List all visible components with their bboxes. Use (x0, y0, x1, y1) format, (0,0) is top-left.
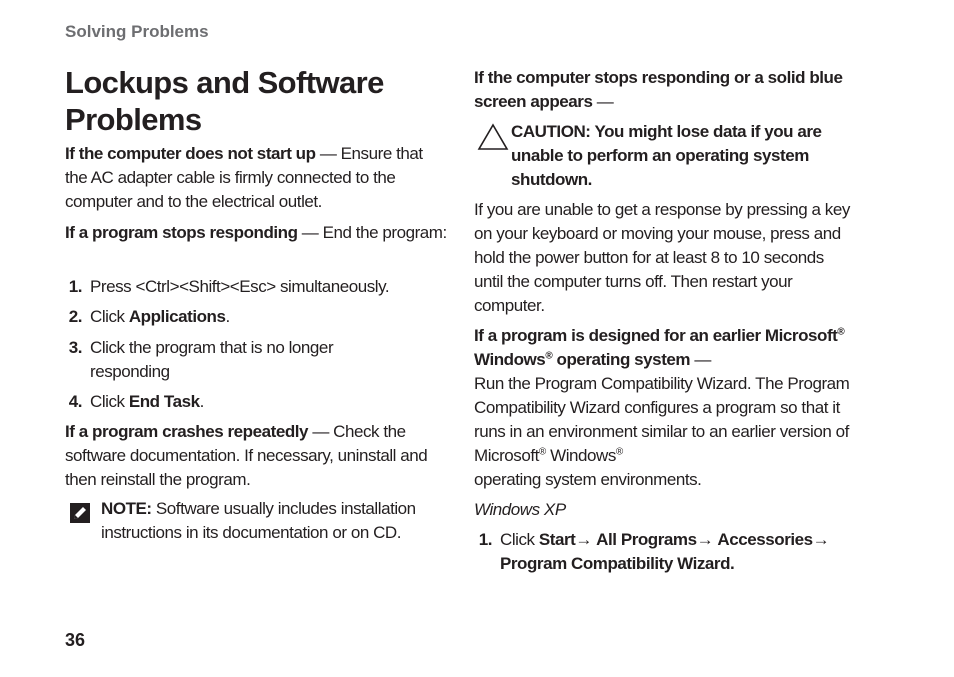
note-text (101, 497, 447, 545)
arrow: → (575, 530, 597, 549)
step-text-part: Press <Ctrl><Shift><Esc> simultaneously. (90, 277, 390, 296)
paragraph-earlier-windows (474, 324, 869, 492)
text-crashes: — Check the software documentation. If necessary, uninstall and then reinstall the program. (65, 422, 428, 489)
step-number: 1. (68, 277, 82, 296)
lead-dash: — (690, 350, 711, 369)
step-number: 4. (68, 392, 82, 411)
step-number: 1. (478, 530, 492, 549)
text-blue-screen: — (592, 92, 614, 111)
step-text (500, 528, 865, 576)
menu-all-programs: All Programs (596, 530, 697, 549)
step-text-bold: Applications (128, 307, 226, 326)
section-header: Solving Problems (65, 22, 209, 41)
os-label: Windows XP (474, 500, 566, 519)
menu-program-compatibility-wizard: Program Compatibility Wizard. (500, 554, 735, 573)
lead-part: operating system (552, 350, 691, 369)
note-body: Software usually includes installation instructions in its documentation or on CD. (101, 499, 416, 542)
step-text (90, 305, 447, 329)
body-part: operating system environments. (474, 470, 702, 489)
lead-part: If a program is designed for an earlier Microsoft (474, 326, 838, 345)
step-text (90, 275, 447, 299)
note-pencil-icon (69, 502, 91, 524)
registered-mark: ® (615, 446, 623, 458)
step-number: 2. (68, 307, 82, 326)
caution-text: CAUTION: You might lose data if you are unable to perform an operating system shutdown. (511, 122, 822, 189)
body-part: Windows (545, 446, 616, 465)
caution-triangle-icon (477, 123, 509, 151)
page-title: Lockups and Software Problems (65, 65, 384, 137)
step-text-bold: End Task (128, 392, 200, 411)
step-text-part: Click (500, 530, 539, 549)
paragraph-blue-screen (474, 66, 864, 114)
paragraph-unresponsive: If you are unable to get a response by pressing a key on your keyboard or moving your mouse, press and hold the power button for at least 8 to 10 seconds until the computer turns off. Then restart your computer. (474, 200, 850, 315)
lead-stops-responding: If a program stops responding (65, 223, 298, 242)
paragraph-not-start-up (65, 142, 447, 214)
step-text-part: . (199, 392, 204, 411)
text-stops-responding: — End the program: (297, 223, 447, 242)
lead-part: Windows (474, 350, 546, 369)
step-text-part: Click the program that is no longer responding (90, 338, 334, 381)
menu-start: Start (538, 530, 576, 549)
lead-crashes: If a program crashes repeatedly (65, 422, 309, 441)
arrow: → (812, 530, 830, 549)
step-text (90, 336, 380, 384)
registered-mark: ® (538, 446, 546, 458)
paragraph-crashes (65, 420, 447, 492)
lead-earlier-windows (474, 326, 844, 369)
step-text (90, 390, 447, 414)
note-label: NOTE: (101, 499, 152, 518)
lead-not-start-up: If the computer does not start up (65, 144, 316, 163)
step-number: 3. (68, 338, 82, 357)
arrow: → (696, 530, 718, 549)
registered-mark: ® (545, 350, 553, 362)
step-text-part: Click (90, 307, 129, 326)
body-part: Run the Program Compatibility Wizard. The Program Compatibility Wizard configures a program so that it runs in an environment similar to an earlier version of Microsoft (474, 374, 850, 465)
step-text-part: Click (90, 392, 129, 411)
text-not-start-up: — Ensure that the AC adapter cable is firmly connected to the computer and to the electrical outlet. (65, 144, 423, 211)
paragraph-stops-responding (65, 221, 447, 245)
registered-mark: ® (837, 326, 845, 338)
step-text-part: . (225, 307, 230, 326)
menu-accessories: Accessories (717, 530, 813, 549)
page-number: 36 (65, 630, 86, 650)
lead-blue-screen: If the computer stops responding or a solid blue screen appears (474, 68, 843, 111)
